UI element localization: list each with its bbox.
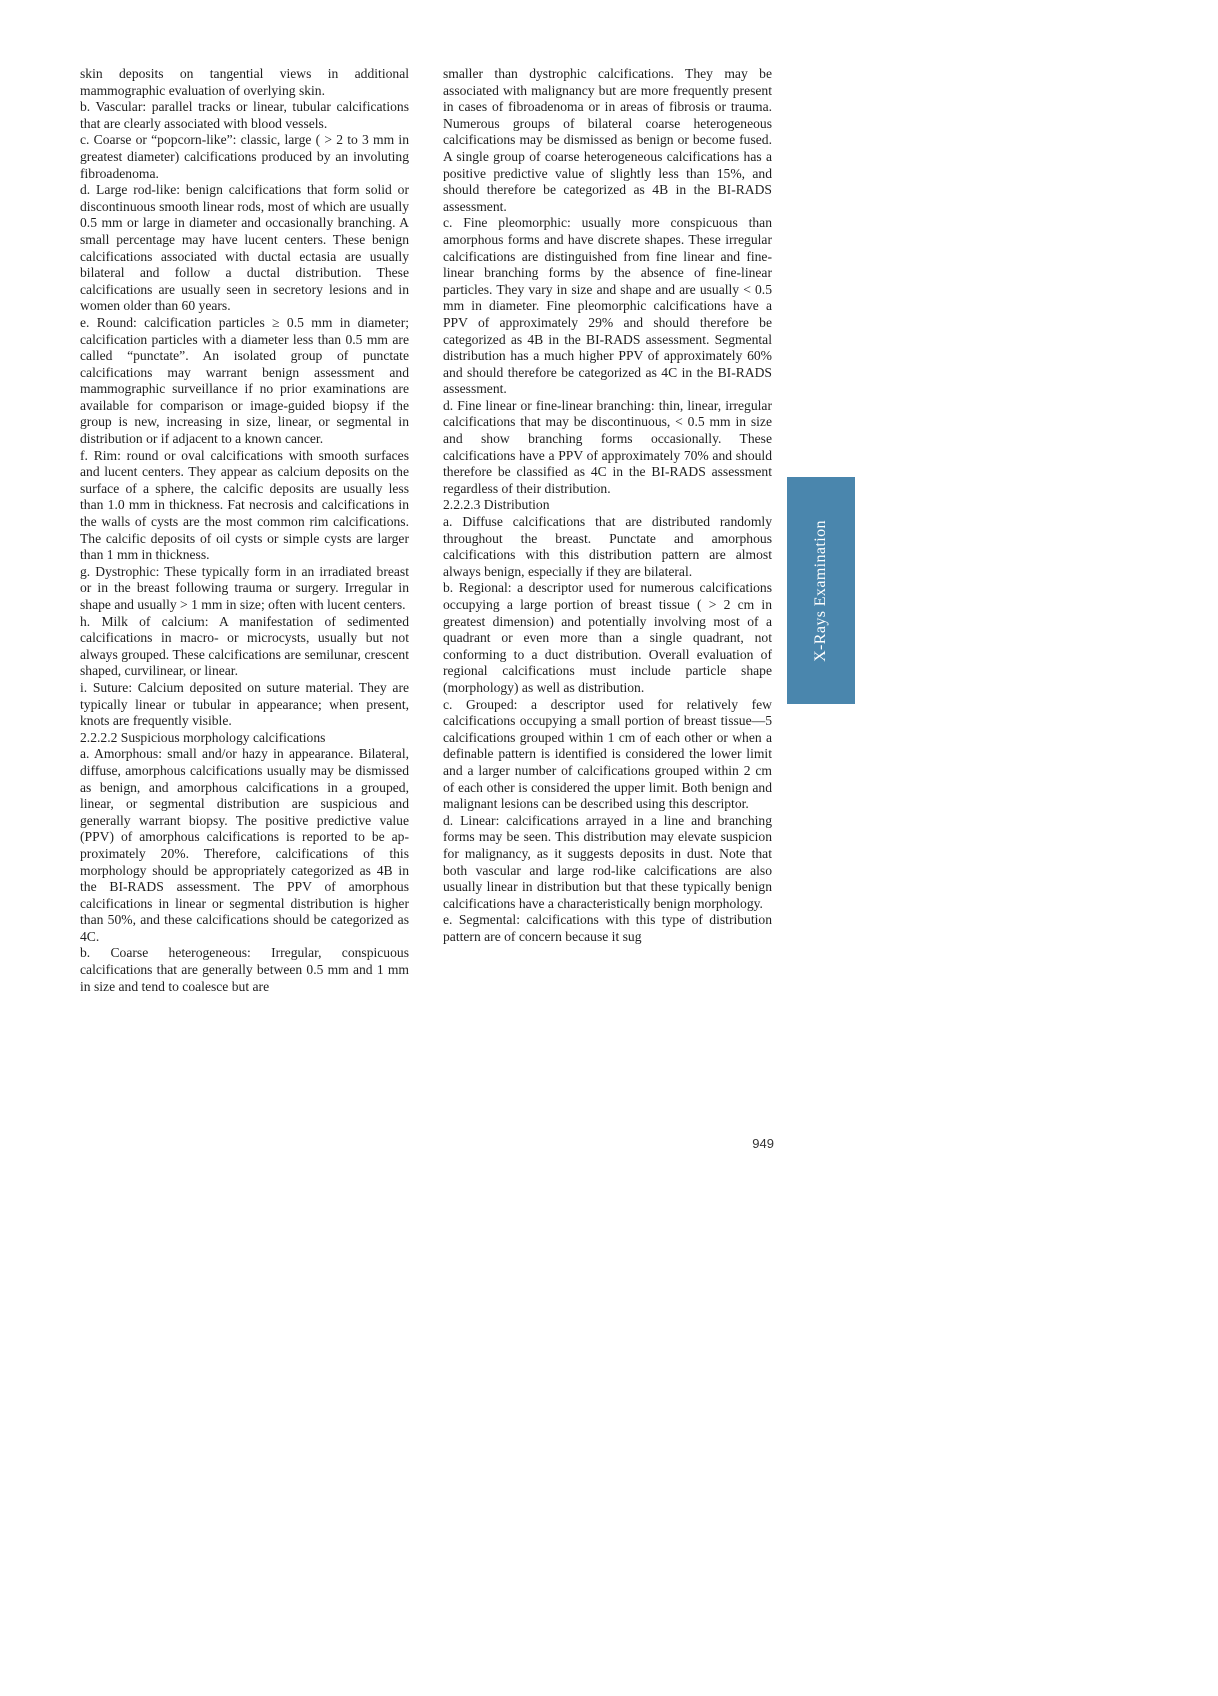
section-heading: 2.2.2.2 Suspicious morphology calcifications: [80, 729, 326, 745]
paragraph: skin deposits on tangential views in additional mammographic evaluation of overlying skin.: [80, 66, 409, 98]
paragraph: c. Coarse or “popcorn-like”: classic, large ( > 2 to 3 mm in greatest diameter) calcifications produced by an involuting fibroadenoma.: [80, 132, 409, 181]
paragraph: c. Fine pleomorphic: usually more conspicuous than amorphous forms and have discrete shapes. These irregular calcifications are distinguished from fine linear and fine-linear branching forms by the absence of fine-linear particles. They vary in size and shape and are usually < 0.5 mm in diameter. Fine pleomorphic calcifications have a PPV of approximately 29% and should therefore be categorized as 4B in the BI-RADS assessment. Segmental distribution has a much higher PPV of approximately 60% and should therefore be categorized as 4C in the BI-RADS assessment.: [443, 215, 772, 397]
chapter-side-tab: [787, 477, 855, 704]
paragraph: c. Grouped: a descriptor used for relatively few calcifications occupying a small portion of breast tissue—5 calcifications grouped within 1 cm of each other or when a definable pattern is identified is considered the lower limit and a larger number of calcifications grouped within 2 cm of each other is considered the upper limit. Both benign and malignant lesions can be described using this descriptor.: [443, 696, 772, 812]
section-heading: 2.2.2.3 Distribution: [443, 497, 550, 513]
paragraph: a. Amorphous: small and/or hazy in appearance. Bilateral, diffuse, amorphous calcifications usually may be dismissed as benign, and amorphous calcifications in a grouped, linear, or segmental distribution are suspicious and generally warrant biopsy. The positive predictive value (PPV) of amorphous calcifications is reported to be approximately 20%. Therefore, calcifications of this morphology should be appropriately categorized as 4B in the BI-RADS assessment. The PPV of amorphous calcifications in linear or segmental distribution is higher than 50%, and these calcifications should be categorized as 4C.: [80, 746, 409, 944]
paragraph: f. Rim: round or oval calcifications with smooth surfaces and lucent centers. They appear as calcium deposits on the surface of a sphere, the calcific deposits are usually less than 1.0 mm in thickness. Fat necrosis and calcifications in the walls of cysts are the most common rim calcifications. The calcific deposits of oil cysts or simple cysts are larger than 1 mm in thickness.: [80, 447, 409, 563]
right-text-column: [443, 66, 772, 945]
paragraph: e. Segmental: calcifications with this type of distribution pattern are of concern because it sug: [443, 912, 772, 944]
paragraph: d. Linear: calcifications arrayed in a line and branching forms may be seen. This distribution may elevate suspicion for malignancy, as it suggests deposits in dust. Note that both vascular and large rod-like calcifications are also usually linear in distribution but that these typically benign calcifications have a characteristically benign morphology.: [443, 812, 772, 911]
paragraph: d. Large rod-like: benign calcifications that form solid or discontinuous smooth linear rods, most of which are usually 0.5 mm or large in diameter and occasionally branching. A small percentage may have lucent centers. These benign calcifications associated with ductal ectasia are usually bilateral and follow a ductal distribution. These calcifications are usually seen in secretory lesions and in women older than 60 years.: [80, 182, 409, 314]
paragraph: b. Vascular: parallel tracks or linear, tubular calcifications that are clearly associated with blood vessels.: [80, 99, 409, 131]
page-number: 949: [752, 1136, 774, 1151]
paragraph: d. Fine linear or fine-linear branching: thin, linear, irregular calcifications that may be discontinuous, < 0.5 mm in size and show branching forms occasionally. These calcifications have a PPV of approximately 70% and should therefore be classified as 4C in the BI-RADS assessment regardless of their distribution.: [443, 397, 772, 496]
paragraph: i. Suture: Calcium deposited on suture material. They are typically linear or tubular in appearance; when present, knots are frequently visible.: [80, 679, 409, 729]
paragraph: b. Coarse heterogeneous: Irregular, conspicuous calcifications that are generally between 0.5 mm and 1 mm in size and tend to coalesce but are: [80, 945, 409, 994]
paragraph: smaller than dystrophic calcifications. They may be associated with malignancy but are more frequently present in cases of fibroadenoma or in areas of fibrosis or trauma. Numerous groups of bilateral coarse heterogeneous calcifications may be dismissed as benign or become fused. A single group of coarse heterogeneous calcifications has a positive predictive value of slightly less than 15%, and should therefore be categorized as 4B in the BI-RADS assessment.: [443, 66, 772, 214]
paragraph: a. Diffuse calcifications that are distributed randomly throughout the breast. Punctate and amorphous calcifications with this distribution pattern are almost always benign, especially if they are bilateral.: [443, 514, 772, 579]
paragraph: e. Round: calcification particles ≥ 0.5 mm in diameter; calcification particles with a diameter less than 0.5 mm are called “punctate”. An isolated group of punctate calcifications may warrant benign assessment and mammographic surveillance if no prior examinations are available for comparison or image-guided biopsy if the group is new, increasing in size, linear, or segmental in distribution or if adjacent to a known cancer.: [80, 314, 409, 447]
paragraph: b. Regional: a descriptor used for numerous calcifications occupying a large portion of breast tissue ( > 2 cm in greatest dimension) and potentially involving most of a quadrant or even more than a single quadrant, not conforming to a duct distribution. Overall evaluation of regional calcifications must include particle shape (morphology) as well as distribution.: [443, 580, 772, 695]
chapter-side-tab-label: X-Rays Examination: [812, 519, 829, 662]
left-text-column: [80, 66, 409, 995]
paragraph: g. Dystrophic: These typically form in an irradiated breast or in the breast following trauma or surgery. Irregular in shape and usually > 1 mm in size; often with lucent centers.: [80, 563, 409, 612]
paragraph: h. Milk of calcium: A manifestation of sedimented calcifications in macro- or microcysts, usually but not always grouped. These calcifications are semilunar, crescent shaped, curvilinear, or linear.: [80, 613, 409, 679]
